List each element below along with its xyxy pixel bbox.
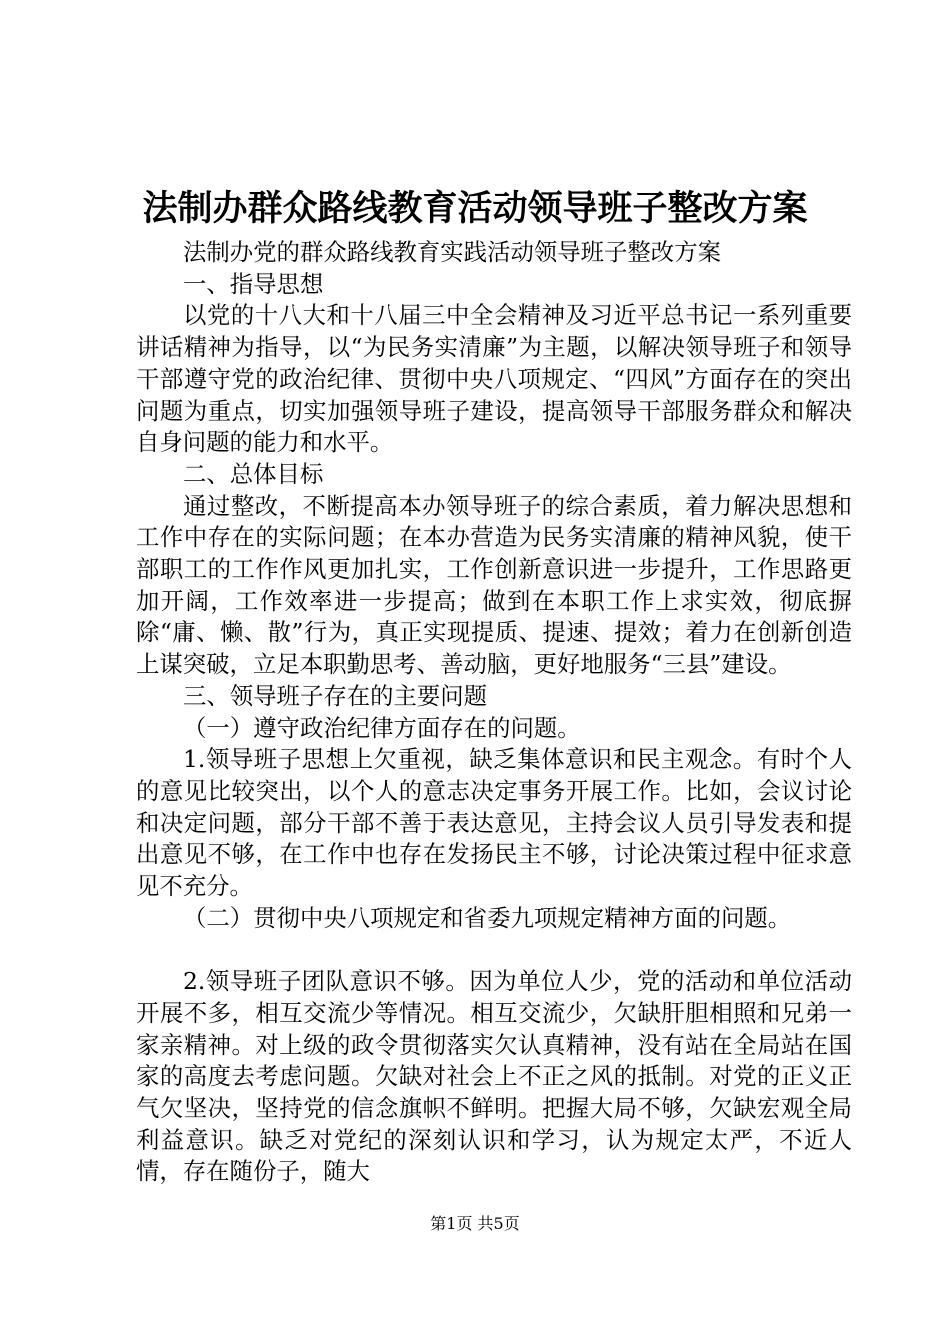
body-paragraph: 2.领导班子团队意识不够。因为单位人少，党的活动和单位活动开展不多，相互交流少等情况。相互交流少，欠缺肝胆相照和兄弟一家亲精神。对上级的政令贯彻落实欠认真精神，没有站在全局站在国家的高度去考虑问题。欠缺对社会上不正之风的抵制。对党的正义正气欠坚决，坚持党的信念旗帜不鲜明。把握大局不够，欠缺宏观全局利益意识。缺乏对党纪的深刻认识和学习，认为规定太严，不近人情，存在随份子，随大: [136, 967, 852, 1186]
blank-line: [136, 934, 852, 966]
subsection-heading-1: （一）遵守政治纪律方面存在的问题。: [183, 713, 581, 742]
section-heading-3: 三、领导班子存在的主要问题: [183, 681, 488, 710]
page-footer: 第1页 共5页: [430, 1214, 520, 1233]
document-title: 法制办群众路线教育活动领导班子整改方案: [142, 188, 808, 229]
body-paragraph: 1.领导班子思想上欠重视，缺乏集体意识和民主观念。有时个人的意见比较突出，以个人的意志决定事务开展工作。比如，会议讨论和决定问题，部分干部不善于表达意见，主持会议人员引导发表和提出意见不够，在工作中也存在发扬民主不够，讨论决策过程中征求意见不充分。: [136, 745, 852, 901]
subsection-heading-2: （二）贯彻中央八项规定和省委九项规定精神方面的问题。: [183, 903, 792, 932]
section-heading-1: 一、指导思想: [183, 269, 324, 298]
document-body: [136, 237, 852, 1188]
body-paragraph: 通过整改，不断提高本办领导班子的综合素质，着力解决思想和工作中存在的实际问题；在本办营造为民务实清廉的精神风貌，使干部职工的工作作风更加扎实，工作创新意识进一步提升，工作思路更加开阔，工作效率进一步提高；做到在本职工作上求实效，彻底摒除“庸、懒、散”行为，真正实现提质、提速、提效；着力在创新创造上谋突破，立足本职勤思考、善动脑，更好地服务“三县”建设。: [136, 491, 852, 679]
subtitle-paragraph: 法制办党的群众路线教育实践活动领导班子整改方案: [183, 238, 721, 266]
body-paragraph: 以党的十八大和十八届三中全会精神及习近平总书记一系列重要讲话精神为指导，以“为民务实清廉”为主题，以解决领导班子和领导干部遵守党的政治纪律、贯彻中央八项规定、“四风”方面存在的突出问题为重点，切实加强领导班子建设，提高领导干部服务群众和解决自身问题的能力和水平。: [136, 301, 852, 457]
section-heading-2: 二、总体目标: [183, 459, 324, 488]
